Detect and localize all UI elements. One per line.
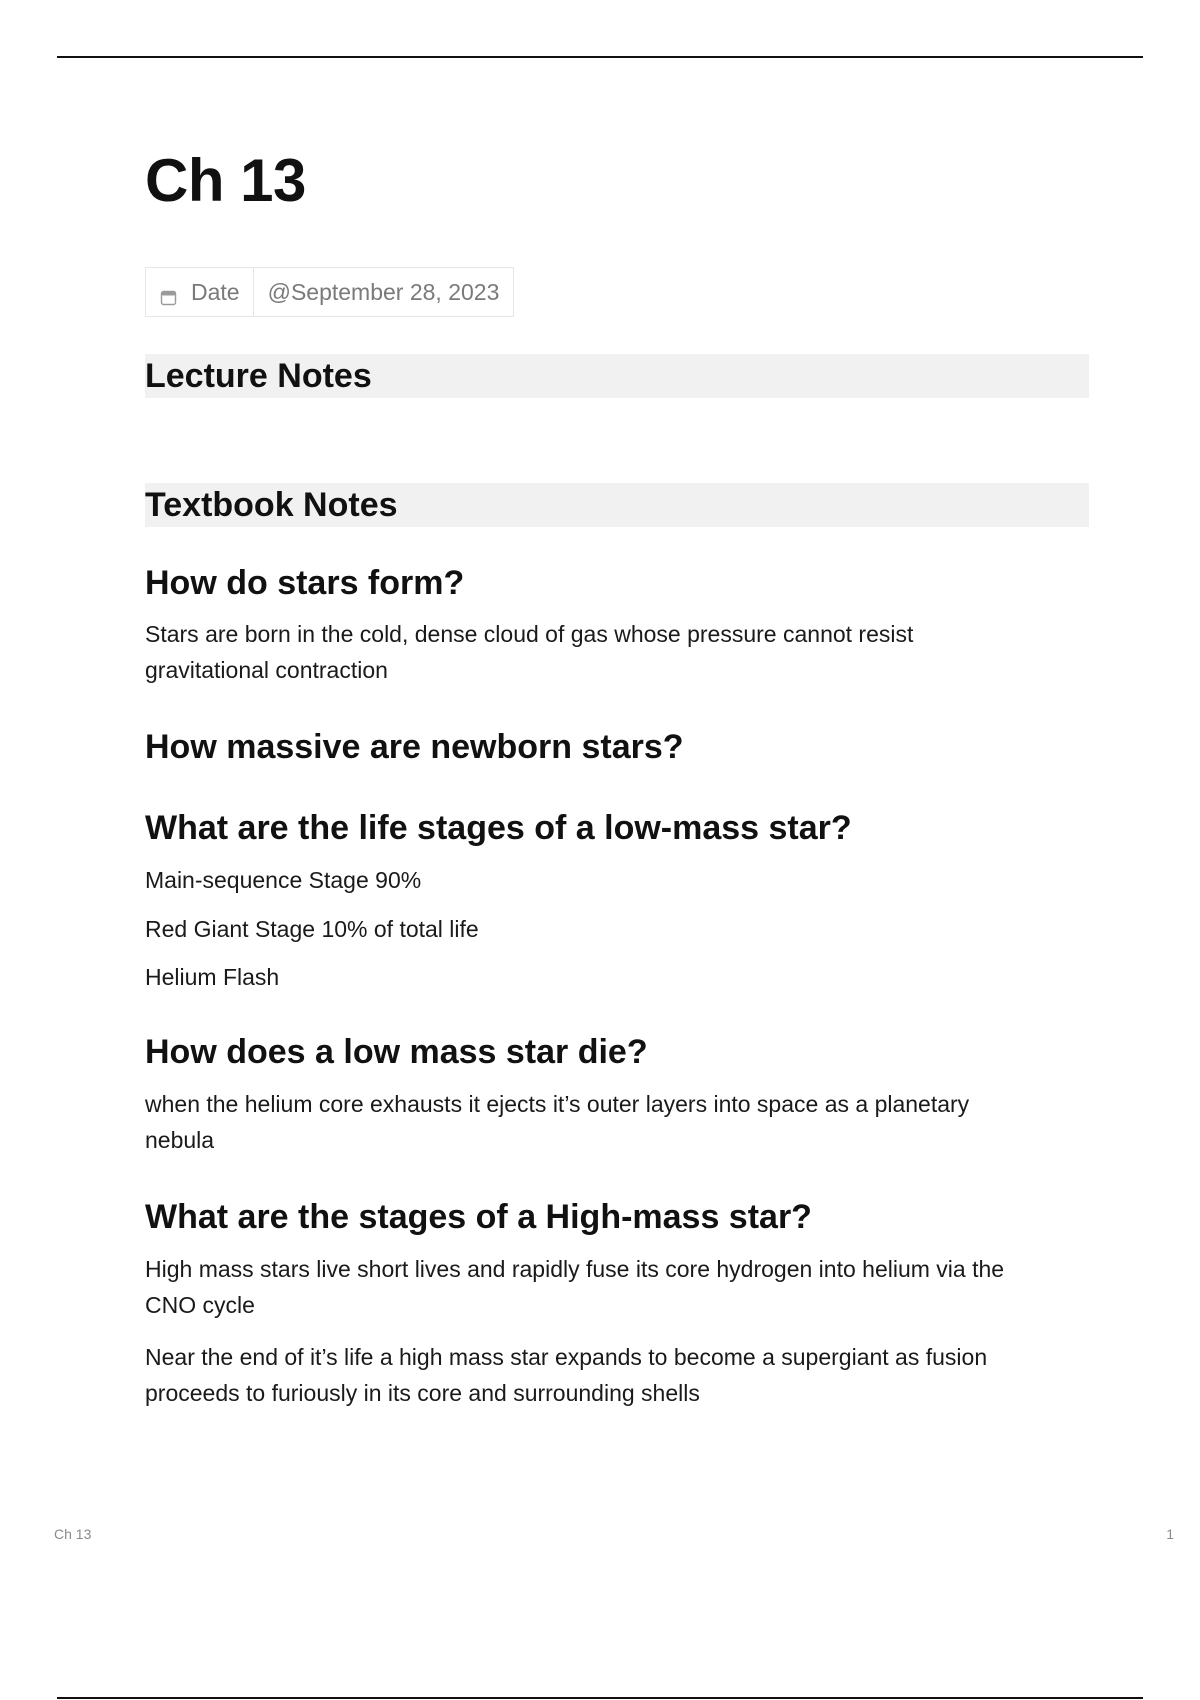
footer-page-title: Ch 13: [54, 1526, 92, 1542]
footer-page-number: 1: [1166, 1526, 1174, 1542]
question-heading-low-mass-death: How does a low mass star die?: [145, 1033, 648, 1071]
date-property-value[interactable]: [254, 268, 514, 316]
bottom-rule: [57, 1697, 1143, 1699]
list-item: Main-sequence Stage 90%: [145, 867, 422, 893]
calendar-icon: [160, 285, 177, 302]
question-heading-newborn-mass: How massive are newborn stars?: [145, 728, 684, 766]
page-title: Ch 13: [145, 147, 306, 214]
date-value[interactable]: @September 28, 2023: [267, 278, 500, 305]
paragraph-line: CNO cycle: [145, 1292, 255, 1318]
paragraph-line: proceeds to furiously in its core and surrounding shells: [145, 1380, 700, 1406]
paragraph-line: when the helium core exhausts it ejects it’s outer layers into space as a planetary: [145, 1091, 970, 1117]
paragraph-line: nebula: [145, 1127, 215, 1153]
list-item: Helium Flash: [145, 964, 280, 990]
paragraph-line: Near the end of it’s life a high mass star expands to become a supergiant as fusion: [145, 1344, 988, 1370]
properties-table: [145, 267, 514, 317]
date-label: Date: [191, 278, 240, 305]
paragraph-line: High mass stars live short lives and rapidly fuse its core hydrogen into helium via the: [145, 1256, 1005, 1282]
section-textbook-notes: Textbook Notes: [145, 483, 1089, 527]
date-property-key: [146, 268, 254, 316]
top-rule: [57, 56, 1143, 58]
paragraph-line: Stars are born in the cold, dense cloud of gas whose pressure cannot resist: [145, 621, 914, 647]
question-heading-low-mass-stages: What are the life stages of a low-mass star?: [145, 809, 852, 847]
list-item: Red Giant Stage 10% of total life: [145, 916, 479, 942]
section-lecture-notes: Lecture Notes: [145, 354, 1089, 398]
paragraph-line: gravitational contraction: [145, 657, 388, 683]
question-heading-high-mass-stages: What are the stages of a High-mass star?: [145, 1198, 812, 1236]
question-heading-star-formation: How do stars form?: [145, 564, 465, 602]
